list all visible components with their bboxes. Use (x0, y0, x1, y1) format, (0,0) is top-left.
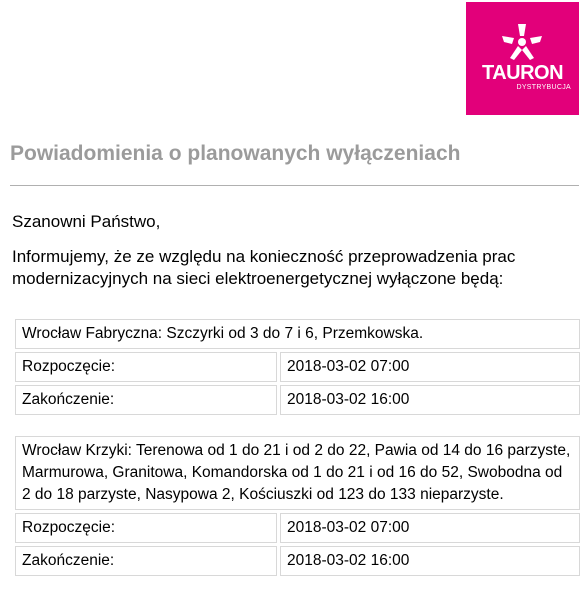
tauron-logo-icon (500, 22, 544, 62)
title-divider (10, 185, 579, 186)
start-label: Rozpoczęcie: (15, 513, 277, 543)
end-value: 2018-03-02 16:00 (280, 546, 580, 576)
end-value: 2018-03-02 16:00 (280, 385, 580, 415)
tauron-logo (466, 2, 579, 115)
logo-name: TAURON (481, 62, 564, 84)
end-label: Zakończenie: (15, 385, 277, 415)
end-row (15, 546, 580, 576)
outage-table-1 (12, 316, 583, 418)
logo-subtitle: DYSTRYBUCJA (516, 84, 571, 91)
outage-table-2 (12, 433, 583, 579)
start-label: Rozpoczęcie: (15, 352, 277, 382)
start-value: 2018-03-02 07:00 (280, 352, 580, 382)
outage-location: Wrocław Fabryczna: Szczyrki od 3 do 7 i 6, Przemkowska. (15, 319, 580, 349)
location-row (15, 436, 580, 510)
greeting: Szanowni Państwo, (12, 212, 161, 231)
start-row (15, 352, 580, 382)
end-label: Zakończenie: (15, 546, 277, 576)
start-row (15, 513, 580, 543)
intro-text: Informujemy, że ze względu na konieczność przeprowadzenia prac modernizacyjnych na sieci elektroenergetycznej wyłączone będą: (12, 247, 516, 288)
location-row (15, 319, 580, 349)
end-row (15, 385, 580, 415)
page-title: Powiadomienia o planowanych wyłączeniach (10, 142, 461, 165)
outage-location: Wrocław Krzyki: Terenowa od 1 do 21 i od 2 do 22, Pawia od 14 do 16 parzyste, Marmurowa, Granitowa, Komandorska od 1 do 21 i od 16 do 52, Swobodna od 2 do 18 parzyste, Nasypowa 2, Kościuszki od 123 do 133 nieparzyste. (15, 436, 580, 510)
start-value: 2018-03-02 07:00 (280, 513, 580, 543)
